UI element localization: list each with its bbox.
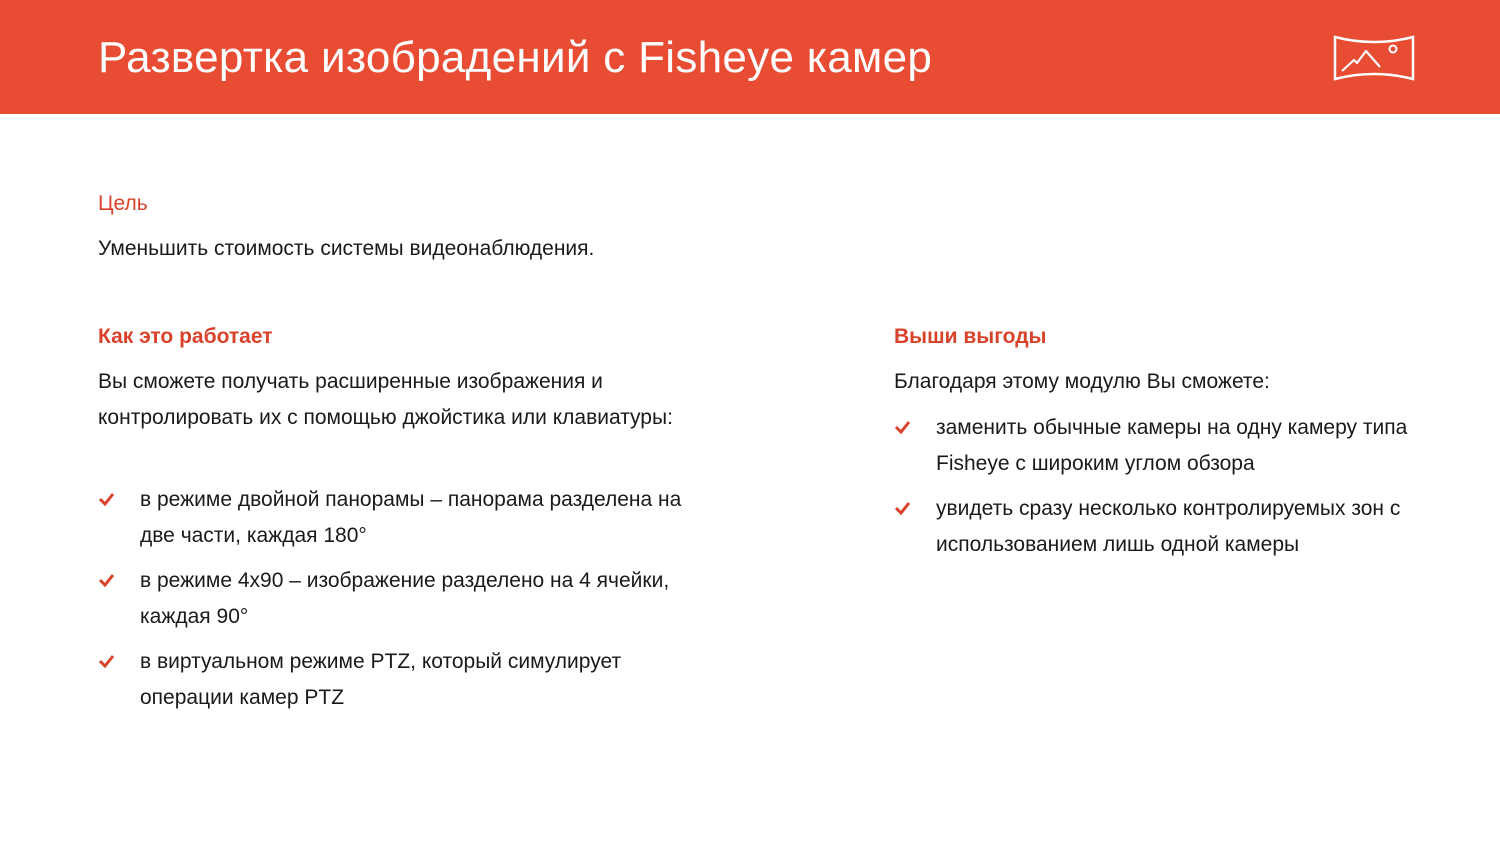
goal-label: Цель	[98, 192, 148, 215]
checkmark-icon	[98, 644, 116, 680]
list-item-text: увидеть сразу несколько контролируемых зон с использованием лишь одной камеры	[936, 497, 1401, 556]
list-item-text: заменить обычные камеры на одну камеру типа Fisheye с широким углом обзора	[936, 416, 1408, 475]
how-it-works-label: Как это работает	[98, 325, 273, 348]
list-item	[98, 482, 688, 554]
header-bar	[0, 0, 1500, 114]
list-item-text: в режиме 4x90 – изображение разделено на 4 ячейки, каждая 90°	[140, 569, 670, 628]
list-item	[98, 563, 688, 635]
benefits-intro: Благодаря этому модулю Вы сможете:	[894, 370, 1270, 393]
checkmark-icon	[894, 410, 912, 446]
list-item	[894, 410, 1424, 482]
list-item	[894, 491, 1424, 563]
benefits-label: Выши выгоды	[894, 325, 1047, 348]
benefits-list	[894, 410, 1424, 572]
page-title: Развертка изобрадений с Fisheye камер	[98, 33, 933, 82]
panorama-image-icon	[1332, 33, 1416, 83]
list-item-text: в виртуальном режиме PTZ, который симулирует операции камер PTZ	[140, 650, 622, 709]
list-item	[98, 644, 688, 716]
how-it-works-intro: Вы сможете получать расширенные изображения и контролировать их с помощью джойстика или клавиатуры:	[98, 370, 673, 429]
checkmark-icon	[894, 491, 912, 527]
checkmark-icon	[98, 563, 116, 599]
how-it-works-list	[98, 482, 688, 725]
checkmark-icon	[98, 482, 116, 518]
goal-text: Уменьшить стоимость системы видеонаблюдения.	[98, 237, 595, 260]
list-item-text: в режиме двойной панорамы – панорама разделена на две части, каждая 180°	[140, 488, 682, 547]
